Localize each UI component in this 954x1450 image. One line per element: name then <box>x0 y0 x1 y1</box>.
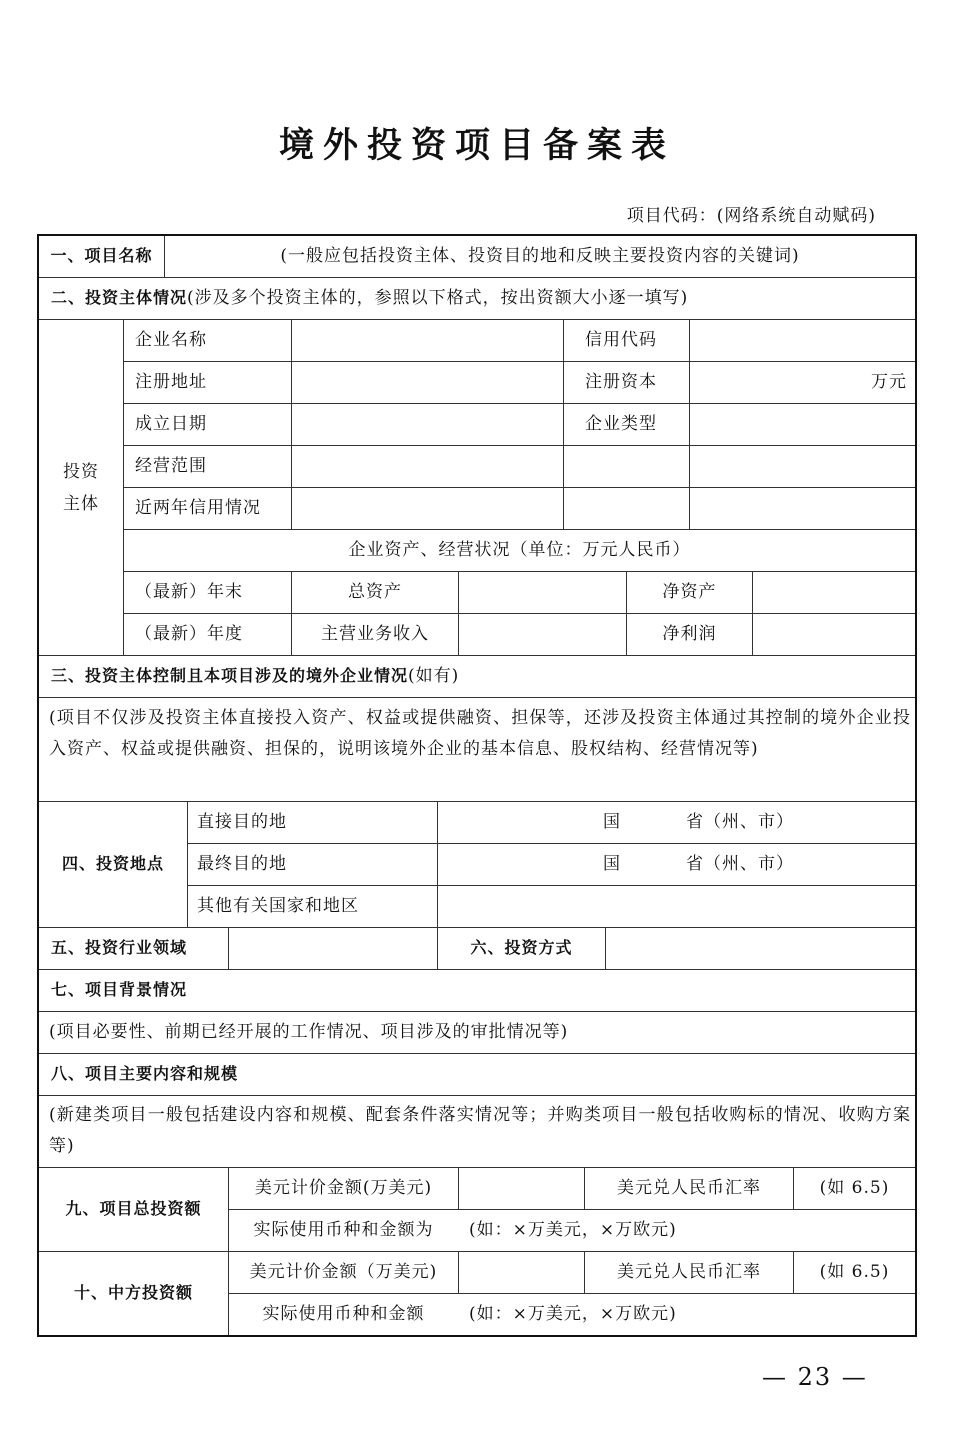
chinese-usd-amount-field[interactable] <box>459 1252 584 1293</box>
col-line <box>187 801 188 927</box>
company-name-label: 企业名称 <box>135 330 207 351</box>
chinese-rate-field[interactable]: (如 6.5) <box>819 1262 890 1283</box>
industry-field[interactable] <box>229 928 437 969</box>
credit-history-field[interactable] <box>292 488 915 529</box>
latest-year-label: （最新）年度 <box>135 624 243 645</box>
total-actual-currency-field[interactable]: (如：×万美元，×万欧元) <box>469 1220 677 1241</box>
revenue-label: 主营业务收入 <box>321 624 429 645</box>
col-line <box>123 319 124 655</box>
reg-capital-field[interactable]: 万元 <box>871 372 907 393</box>
other-regions-label: 其他有关国家和地区 <box>197 896 359 917</box>
overseas-enterprise-suffix: (如有) <box>408 666 460 687</box>
investor-side-label <box>39 320 123 655</box>
revenue-field[interactable] <box>459 614 626 655</box>
background-field[interactable]: (项目必要性、前期已经开展的工作情况、项目涉及的审批情况等) <box>49 1022 569 1043</box>
business-scope-label: 经营范围 <box>135 456 207 477</box>
investment-method-label: 六、投资方式 <box>470 938 573 958</box>
company-type-field[interactable] <box>690 404 915 445</box>
net-assets-label: 净资产 <box>662 582 717 603</box>
row-line <box>39 697 915 698</box>
assets-header: 企业资产、经营状况（单位：万元人民币） <box>348 540 691 561</box>
chinese-actual-currency-field[interactable]: (如：×万美元，×万欧元) <box>469 1304 677 1325</box>
chinese-usd-amount-label: 美元计价金额（万美元) <box>249 1262 438 1283</box>
final-province-unit: 省（州、市） <box>686 854 794 875</box>
reg-address-field[interactable] <box>292 362 563 403</box>
direct-province-unit: 省（州、市） <box>686 812 794 833</box>
industry-label: 五、投资行业领域 <box>51 938 188 958</box>
other-regions-field[interactable] <box>438 886 915 927</box>
net-assets-field[interactable] <box>753 572 915 613</box>
est-date-label: 成立日期 <box>135 414 207 435</box>
company-name-field[interactable] <box>292 320 563 361</box>
total-rate-label: 美元兑人民币汇率 <box>617 1178 761 1199</box>
filing-form <box>37 234 917 1337</box>
content-scale-label: 八、项目主要内容和规模 <box>51 1064 239 1084</box>
direct-destination-field[interactable] <box>438 802 915 843</box>
final-destination-field[interactable] <box>438 844 915 885</box>
overseas-enterprise-header <box>51 656 911 697</box>
chinese-actual-currency-label: 实际使用币种和金额 <box>262 1304 425 1325</box>
credit-code-field[interactable] <box>690 320 915 361</box>
reg-address-label: 注册地址 <box>135 372 207 393</box>
total-investment-label: 九、项目总投资额 <box>65 1199 202 1219</box>
company-type-label: 企业类型 <box>585 414 657 435</box>
total-assets-label: 总资产 <box>348 582 402 603</box>
total-usd-amount-field[interactable] <box>459 1168 584 1209</box>
project-code: 项目代码：(网络系统自动赋码) <box>626 206 876 226</box>
investor-section-label: 二、投资主体情况 <box>51 288 188 308</box>
project-name-label: 一、项目名称 <box>50 246 153 266</box>
net-profit-label: 净利润 <box>662 624 717 645</box>
direct-destination-label: 直接目的地 <box>197 812 287 833</box>
content-scale-field[interactable]: (新建类项目一般包括建设内容和规模、配套条件落实情况等；并购类项目一般包括收购标的情况、收购方案等) <box>49 1105 911 1156</box>
investor-section-hint: (涉及多个投资主体的，参照以下格式，按出资额大小逐一填写) <box>187 288 689 309</box>
overseas-enterprise-field[interactable]: (项目不仅涉及投资主体直接投入资产、权益或提供融资、担保等，还涉及投资主体通过其控制的境外企业投入资产、权益或提供融资、担保的，说明该境外企业的基本信息、股权结构、经营情况等) <box>49 708 911 759</box>
location-label: 四、投资地点 <box>61 854 164 874</box>
direct-country-unit: 国 <box>603 812 621 833</box>
form-title: 境外投资项目备案表 <box>278 126 675 166</box>
investor-side-line1: 投资 <box>63 461 99 482</box>
total-actual-currency-label: 实际使用币种和金额为 <box>253 1220 434 1241</box>
net-profit-field[interactable] <box>753 614 915 655</box>
final-country-unit: 国 <box>603 854 621 875</box>
business-scope-field[interactable] <box>292 446 915 487</box>
background-label: 七、项目背景情况 <box>51 980 188 1000</box>
page-number: — 23 — <box>762 1363 868 1391</box>
chinese-investment-label: 十、中方投资额 <box>73 1283 193 1303</box>
total-rate-field[interactable]: (如 6.5) <box>819 1178 890 1199</box>
investor-side-line2: 主体 <box>63 493 99 514</box>
latest-year-end-label: （最新）年末 <box>135 582 243 603</box>
reg-capital-label: 注册资本 <box>585 372 657 393</box>
investor-section-header <box>51 278 911 319</box>
credit-history-label: 近两年信用情况 <box>135 498 261 519</box>
total-usd-amount-label: 美元计价金额(万美元) <box>254 1178 433 1199</box>
investment-method-field[interactable] <box>606 928 915 969</box>
overseas-enterprise-label: 三、投资主体控制且本项目涉及的境外企业情况 <box>51 666 409 686</box>
row-line <box>39 1095 915 1096</box>
total-assets-field[interactable] <box>459 572 626 613</box>
est-date-field[interactable] <box>292 404 563 445</box>
credit-code-label: 信用代码 <box>585 330 657 351</box>
project-name-field[interactable]: (一般应包括投资主体、投资目的地和反映主要投资内容的关键词) <box>280 246 800 267</box>
final-destination-label: 最终目的地 <box>197 854 287 875</box>
chinese-rate-label: 美元兑人民币汇率 <box>617 1262 761 1283</box>
